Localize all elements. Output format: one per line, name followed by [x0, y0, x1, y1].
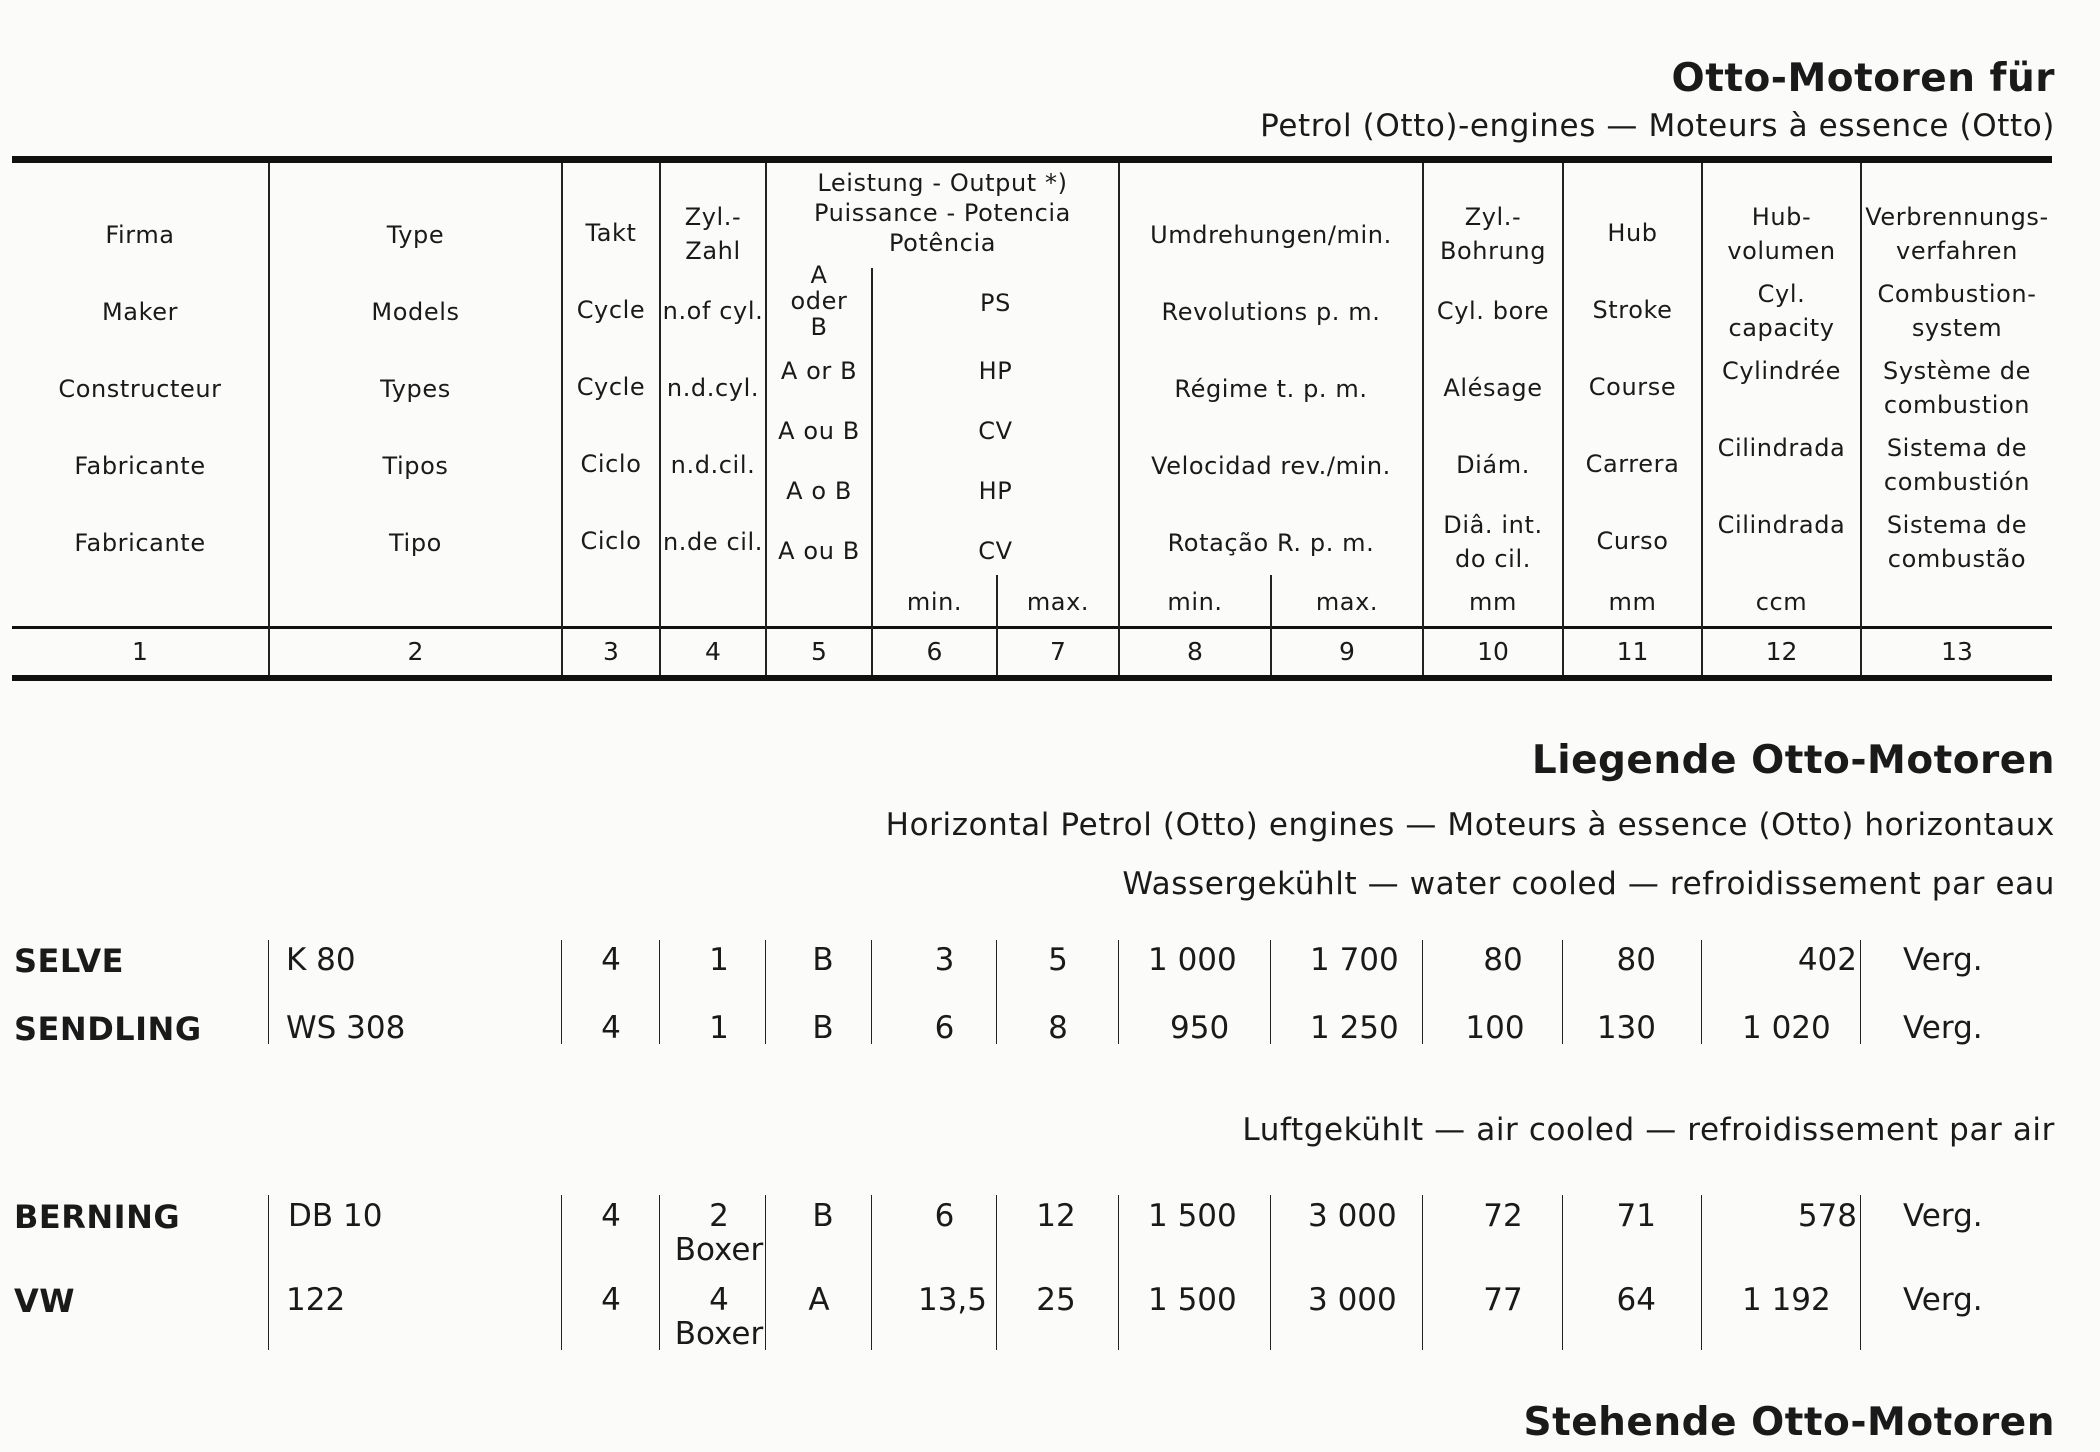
header-col-combustion: Verbrennungs- verfahren Combustion- system Système de combustion Sistema de combustión Sistema de combustão — [1865, 203, 2049, 573]
table-cell-capacity: 1 020 — [1742, 1010, 1831, 1046]
table-cell-zyl: 4 — [709, 1282, 729, 1318]
unit-mm: mm — [1608, 588, 1657, 616]
header-col-type: Type Models Types Tipos Tipo — [371, 221, 460, 557]
table-cell-zyl-boxer: Boxer — [674, 1232, 764, 1268]
table-cell-power-min: 3 — [934, 942, 955, 978]
table-cell-rpm-max: 1 250 — [1310, 1010, 1399, 1046]
table-cell-type: K 80 — [286, 942, 356, 978]
header-col-zyl: Zyl.- Zahl n.of cyl. n.d.cyl. n.d.cil. n.de cil. — [662, 203, 764, 556]
table-cell-power-min: 6 — [934, 1010, 955, 1046]
table-cell-bore: 100 — [1465, 1010, 1525, 1046]
table-cell-power-min: 6 — [934, 1198, 955, 1234]
body-divider — [561, 940, 562, 1044]
section-title-stehend: Stehende Otto-Motoren — [1523, 1400, 2055, 1445]
table-cell-rpm-max: 3 000 — [1308, 1282, 1397, 1318]
subsection-water-cooled: Wassergekühlt — water cooled — refroidissement par eau — [1122, 866, 2055, 902]
column-number: 6 — [926, 637, 943, 666]
table-cell-ab: A — [808, 1282, 830, 1318]
header-bottom-rule — [12, 675, 2052, 681]
table-cell-takt: 4 — [601, 1010, 621, 1046]
column-number: 3 — [603, 637, 619, 666]
body-divider — [1422, 1195, 1423, 1350]
body-divider — [1422, 940, 1423, 1044]
header-col-stroke: Hub Stroke Course Carrera Curso — [1585, 219, 1680, 555]
table-cell-ab: B — [812, 1198, 834, 1234]
table-cell-takt: 4 — [601, 1198, 621, 1234]
table-cell-rpm-min: 1 500 — [1148, 1198, 1237, 1234]
table-cell-bore: 72 — [1483, 1198, 1523, 1234]
body-divider — [561, 1195, 562, 1350]
table-row-maker: SELVE — [14, 942, 125, 980]
body-divider — [1701, 1195, 1702, 1350]
body-divider — [659, 940, 660, 1044]
header-col-takt: Takt Cycle Cycle Ciclo Ciclo — [576, 219, 646, 555]
table-cell-type: 122 — [286, 1282, 346, 1318]
table-cell-power-max: 12 — [1036, 1198, 1076, 1234]
body-divider — [1270, 1195, 1271, 1350]
table-cell-stroke: 64 — [1616, 1282, 1656, 1318]
table-cell-capacity: 1 192 — [1742, 1282, 1831, 1318]
table-cell-rpm-max: 1 700 — [1310, 942, 1399, 978]
column-number: 5 — [811, 637, 827, 666]
header-col-bore: Zyl.- Bohrung Cyl. bore Alésage Diám. Diâ. int. do cil. — [1436, 203, 1550, 573]
table-cell-capacity: 402 — [1797, 942, 1857, 978]
table-cell-stroke: 71 — [1616, 1198, 1656, 1234]
table-cell-zyl: 1 — [709, 1010, 729, 1046]
table-cell-rpm-min: 1 000 — [1148, 942, 1237, 978]
table-cell-type: WS 308 — [286, 1010, 406, 1046]
table-cell-bore: 77 — [1483, 1282, 1523, 1318]
table-cell-power-max: 25 — [1036, 1282, 1076, 1318]
table-row-maker: BERNING — [14, 1198, 181, 1236]
body-divider — [268, 940, 269, 1044]
table-cell-takt: 4 — [601, 942, 621, 978]
unit-mm: mm — [1469, 588, 1517, 616]
header-power: Leistung - Output *) Puissance - Potencia Potência — [814, 169, 1071, 257]
column-number: 9 — [1339, 637, 1355, 666]
column-number: 11 — [1616, 637, 1649, 666]
body-divider — [1118, 940, 1119, 1044]
table-row-maker: SENDLING — [14, 1010, 202, 1048]
unit-max: max. — [1026, 588, 1090, 616]
table-cell-combustion: Verg. — [1903, 1010, 1983, 1046]
table-cell-zyl: 2 — [709, 1198, 729, 1234]
column-number: 10 — [1477, 637, 1509, 666]
table-cell-rpm-min: 1 500 — [1148, 1282, 1237, 1318]
column-number: 2 — [407, 637, 424, 666]
table-cell-takt: 4 — [601, 1282, 621, 1318]
table-cell-type: DB 10 — [288, 1198, 383, 1234]
column-number: 8 — [1187, 637, 1203, 666]
body-divider — [1270, 940, 1271, 1044]
body-divider — [659, 1195, 660, 1350]
table-cell-power-min: 13,5 — [917, 1282, 988, 1318]
column-number: 12 — [1765, 637, 1798, 666]
table-cell-rpm-min: 950 — [1170, 1010, 1230, 1046]
column-number: 7 — [1050, 637, 1066, 666]
section-title-liegend: Liegende Otto-Motoren — [1531, 738, 2055, 783]
header-mid-rule — [12, 626, 2052, 629]
unit-max: max. — [1315, 588, 1379, 616]
table-cell-zyl: 1 — [709, 942, 729, 978]
table-cell-ab: B — [812, 1010, 834, 1046]
header-col-capacity: Hub- volumen Cyl. capacity Cylindrée Cilindrada Cilindrada — [1717, 203, 1846, 539]
body-divider — [1701, 940, 1702, 1044]
header-top-rule — [12, 156, 2052, 163]
unit-min: min. — [906, 588, 963, 616]
header-col-ps: PS HP CV HP CV — [978, 289, 1013, 565]
column-number: 13 — [1941, 637, 1973, 666]
subsection-air-cooled: Luftgekühlt — air cooled — refroidissement par air — [1242, 1112, 2055, 1148]
table-cell-combustion: Verg. — [1903, 942, 1983, 978]
column-number: 1 — [132, 637, 148, 666]
table-cell-rpm-max: 3 000 — [1308, 1198, 1397, 1234]
section-subtitle-liegend: Horizontal Petrol (Otto) engines — Moteurs à essence (Otto) horizontaux — [885, 807, 2055, 843]
table-cell-stroke: 130 — [1596, 1010, 1656, 1046]
column-number: 4 — [705, 637, 721, 666]
page-title: Otto-Motoren für — [1671, 56, 2055, 101]
table-cell-bore: 80 — [1483, 942, 1523, 978]
header-col-firma: Firma Maker Constructeur Fabricante Fabricante — [58, 221, 222, 557]
header-col-rpm: Umdrehungen/min. Revolutions p. m. Régime t. p. m. Velocidad rev./min. Rotação R. p. m. — [1150, 221, 1392, 557]
table-cell-combustion: Verg. — [1903, 1198, 1983, 1234]
body-divider — [1118, 1195, 1119, 1350]
table-cell-capacity: 578 — [1797, 1198, 1857, 1234]
table-cell-power-max: 8 — [1048, 1010, 1068, 1046]
table-cell-combustion: Verg. — [1903, 1282, 1983, 1318]
body-divider — [1860, 940, 1861, 1044]
table-cell-zyl-boxer: Boxer — [674, 1316, 764, 1352]
page-subtitle: Petrol (Otto)-engines — Moteurs à essence (Otto) — [1260, 108, 2055, 144]
table-cell-power-max: 5 — [1048, 942, 1068, 978]
body-divider — [1860, 1195, 1861, 1350]
header-col-ab: A oder B A or B A ou B A o B A ou B — [778, 261, 860, 565]
table-cell-stroke: 80 — [1616, 942, 1656, 978]
body-divider — [268, 1195, 269, 1350]
table-cell-ab: B — [812, 942, 834, 978]
table-row-maker: VW — [14, 1282, 76, 1320]
unit-ccm: ccm — [1755, 588, 1808, 616]
unit-min: min. — [1167, 588, 1223, 616]
